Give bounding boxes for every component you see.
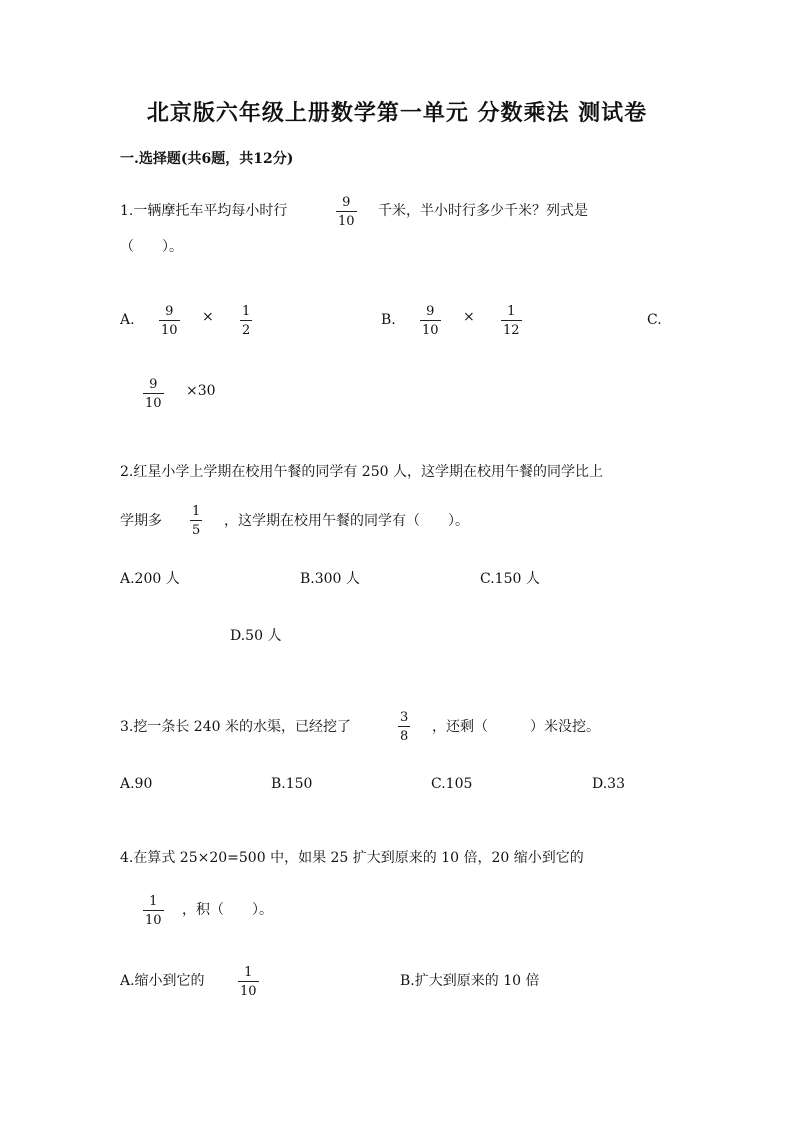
q1-option-b-label: B.: [381, 312, 396, 328]
q1-option-c-rest: ×30: [186, 383, 216, 399]
fraction-bar: [420, 320, 441, 321]
fraction-numerator: 9: [426, 304, 435, 319]
q4-option-a-fraction: [238, 965, 259, 999]
fraction-numerator: 1: [149, 894, 158, 909]
fraction-denominator: 10: [240, 984, 257, 999]
fraction-bar: [336, 211, 357, 212]
q1-option-a-operator: ×: [202, 309, 214, 325]
fraction-numerator: 9: [165, 304, 174, 319]
fraction-denominator: 10: [422, 323, 439, 338]
fraction-denominator: 5: [192, 523, 201, 538]
fraction-bar: [143, 393, 164, 394]
q1-option-b-fraction1: [420, 304, 441, 338]
fraction-denominator: 2: [242, 323, 251, 338]
q3-option-c: C.105: [431, 776, 473, 792]
q2-stem-part3: ，这学期在校用午餐的同学有（ ）。: [224, 513, 469, 529]
q1-stem-blank: （ ）。: [120, 239, 183, 255]
fraction-bar: [240, 320, 252, 321]
fraction-bar: [159, 320, 180, 321]
q3-stem-part2: ，还剩（ ）米没挖。: [432, 719, 600, 735]
q4-stem-fraction: [143, 894, 164, 928]
q2-stem-part1: 2.红星小学上学期在校用午餐的同学有 250 人，这学期在校用午餐的同学比上: [120, 464, 603, 480]
q4-option-a-text: A.缩小到它的: [120, 973, 205, 989]
q2-stem-part2: 学期多: [120, 513, 162, 529]
fraction-numerator: 1: [507, 304, 516, 319]
q1-option-a-label: A.: [120, 312, 135, 328]
q3-option-a: A.90: [120, 776, 153, 792]
q2-option-d: D.50 人: [230, 628, 282, 644]
q1-option-c-fraction: [143, 377, 164, 411]
q1-option-b-fraction2: [501, 304, 522, 338]
q1-stem-fraction: [336, 195, 357, 229]
section-heading: 一.选择题(共6题，共12分): [120, 151, 294, 167]
q3-option-b: B.150: [271, 776, 313, 792]
q4-option-b: B.扩大到原来的 10 倍: [400, 973, 540, 989]
fraction-numerator: 9: [342, 195, 351, 210]
page-title: 北京版六年级上册数学第一单元 分数乘法 测试卷: [146, 100, 648, 126]
q4-stem-part2: ，积（ ）。: [182, 902, 273, 918]
q1-option-a-fraction1: [159, 304, 180, 338]
q3-option-d: D.33: [592, 776, 625, 792]
q1-option-b-operator: ×: [463, 309, 475, 325]
fraction-numerator: 3: [400, 710, 409, 725]
q2-stem-fraction: [190, 504, 202, 538]
fraction-numerator: 1: [242, 304, 251, 319]
q2-option-c: C.150 人: [480, 571, 540, 587]
fraction-denominator: 10: [338, 214, 355, 229]
fraction-numerator: 1: [192, 504, 201, 519]
q1-option-c-label: C.: [647, 312, 662, 328]
fraction-bar: [143, 910, 164, 911]
fraction-denominator: 10: [145, 396, 162, 411]
q3-stem-part1: 3.挖一条长 240 米的水渠，已经挖了: [120, 719, 351, 735]
fraction-denominator: 8: [400, 729, 409, 744]
q1-stem-part1: 1.一辆摩托车平均每小时行: [120, 203, 288, 219]
q2-option-b: B.300 人: [300, 571, 360, 587]
fraction-denominator: 10: [161, 323, 178, 338]
q2-option-a: A.200 人: [120, 571, 180, 587]
q1-stem-part2: 千米，半小时行多少千米？列式是: [378, 203, 588, 219]
fraction-bar: [190, 520, 202, 521]
fraction-denominator: 12: [503, 323, 520, 338]
fraction-denominator: 10: [145, 913, 162, 928]
fraction-numerator: 1: [244, 965, 253, 980]
q1-option-a-fraction2: [240, 304, 252, 338]
q3-stem-fraction: [398, 710, 410, 744]
fraction-bar: [398, 726, 410, 727]
fraction-bar: [501, 320, 522, 321]
q4-stem-part1: 4.在算式 25×20=500 中，如果 25 扩大到原来的 10 倍，20 缩小到它的: [120, 850, 584, 866]
fraction-bar: [238, 981, 259, 982]
fraction-numerator: 9: [149, 377, 158, 392]
